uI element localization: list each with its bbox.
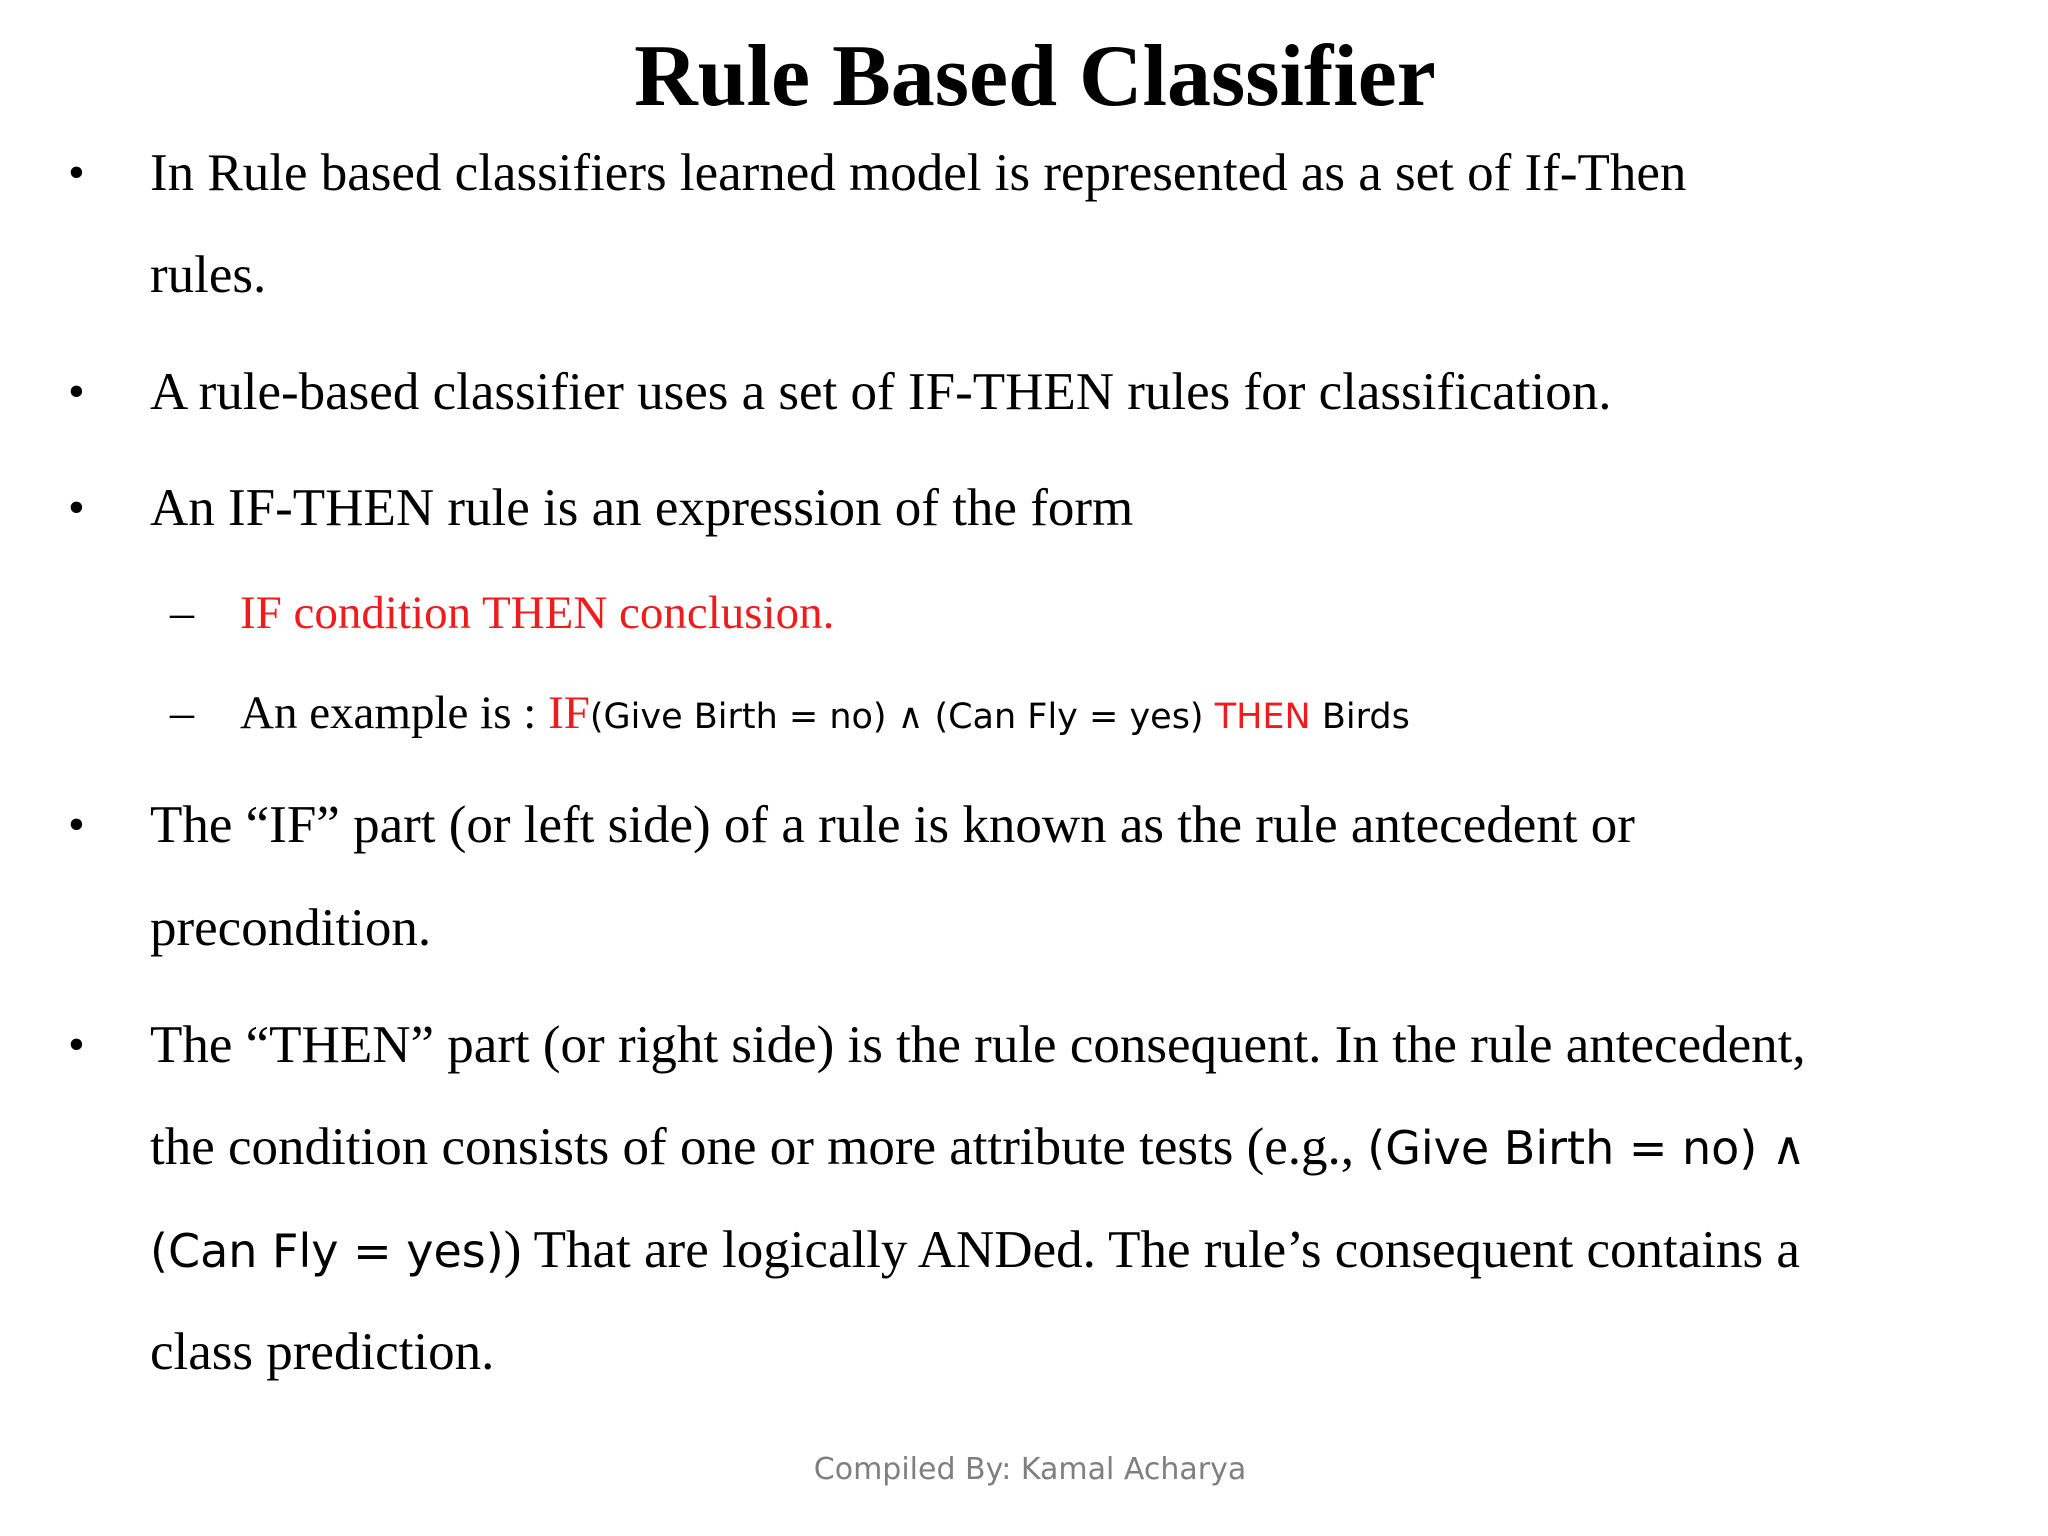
bullet-marker: • (68, 798, 85, 851)
bullet-5-line-3 (150, 1220, 1800, 1281)
bullet-marker: • (68, 1018, 85, 1071)
bullet-5-line-1: The “THEN” part (or right side) is the rule consequent. In the rule antecedent, (150, 1016, 1806, 1074)
bullet-5-line-3-expression: (Can Fly = yes) (150, 1224, 504, 1278)
bullet-marker: • (68, 146, 85, 199)
bullet-1-line-1: In Rule based classifiers learned model is represented as a set of If-Then (150, 144, 1687, 202)
example-then-keyword: THEN (1214, 697, 1311, 737)
example-conclusion: Birds (1310, 697, 1410, 737)
bullet-5-line-3-text: ) That are logically ANDed. The rule’s consequent contains a (503, 1221, 1800, 1279)
bullet-5-line-2 (150, 1117, 1806, 1178)
bullet-5-line-2-expression: (Give Birth = no) ∧ (1367, 1121, 1806, 1175)
bullet-3-line-1: An IF-THEN rule is an expression of the form (150, 479, 1134, 537)
bullet-4-line-2: precondition. (150, 899, 432, 957)
dash-marker: – (170, 686, 194, 739)
bullet-4-line-1: The “IF” part (or left side) of a rule is known as the rule antecedent or (150, 796, 1635, 854)
bullet-5-line-2-text: the condition consists of one or more attribute tests (e.g., (150, 1118, 1368, 1176)
bullet-1-line-2: rules. (150, 246, 267, 304)
dash-marker: – (170, 586, 194, 639)
subitem-example (240, 683, 1410, 747)
example-condition: (Give Birth = no) ∧ (Can Fly = yes) (589, 697, 1215, 737)
bullet-2-line-1: A rule-based classifier uses a set of IF-THEN rules for classification. (150, 363, 1612, 421)
example-prefix: An example is : (240, 687, 549, 739)
bullet-5-line-4: class prediction. (150, 1323, 495, 1381)
bullet-marker: • (68, 481, 85, 534)
slide-title: Rule Based Classifier (634, 28, 1436, 125)
bullet-marker: • (68, 365, 85, 418)
subitem-if-then-form: IF condition THEN conclusion. (240, 587, 835, 639)
footer-credit: Compiled By: Kamal Acharya (813, 1452, 1247, 1487)
example-if-keyword: IF (548, 687, 590, 739)
